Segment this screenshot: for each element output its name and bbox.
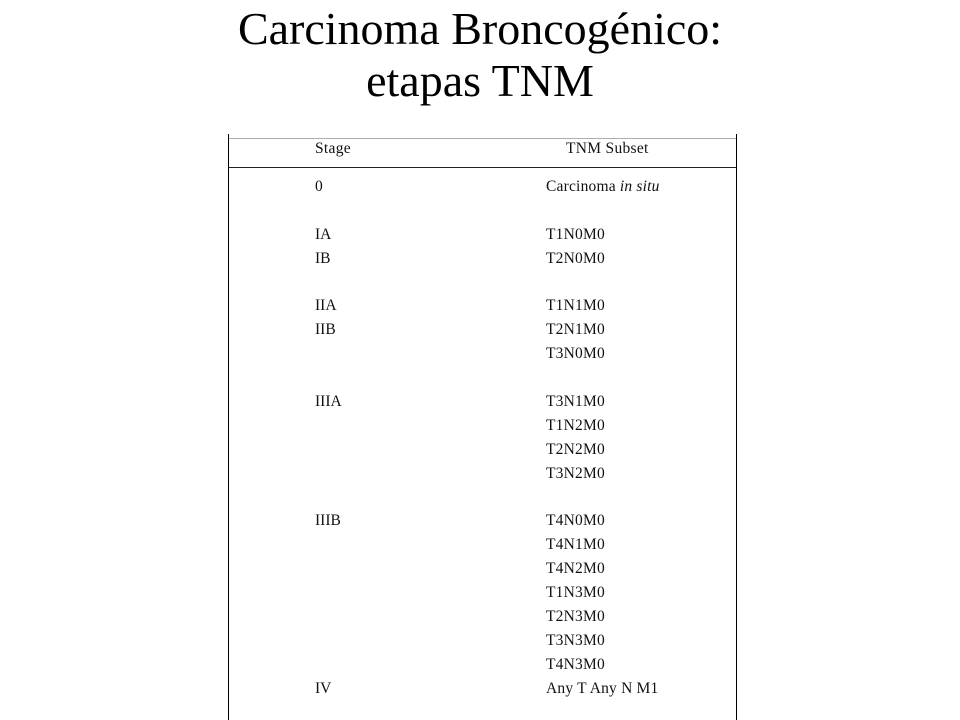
tnm-cell: [546, 630, 605, 652]
stage-cell: IV: [315, 680, 332, 697]
stage-cell: IA: [315, 226, 332, 243]
tnm-text: T3N2M0: [546, 465, 605, 482]
tnm-cell: [546, 678, 658, 700]
stage-cell: IIIB: [315, 512, 341, 529]
tnm-text: T2N2M0: [546, 441, 605, 458]
title-line-1: Carcinoma Broncogénico:: [237, 3, 723, 54]
tnm-text: T2N1M0: [546, 321, 605, 338]
tnm-cell: [546, 415, 605, 437]
header-tnm-subset: TNM Subset: [566, 140, 649, 157]
tnm-text: T3N0M0: [546, 345, 605, 362]
stage-cell: IIB: [315, 321, 336, 338]
tnm-cell: [546, 558, 605, 580]
table-row: [229, 534, 736, 556]
table-row: [229, 463, 736, 485]
tnm-text: T4N2M0: [546, 560, 605, 577]
tnm-text: Carcinoma: [546, 178, 616, 195]
table-row: [229, 510, 736, 532]
tnm-cell: [546, 248, 605, 270]
tnm-text: T4N0M0: [546, 512, 605, 529]
tnm-text: T2N3M0: [546, 608, 605, 625]
table-row: [229, 224, 736, 246]
stage-cell: IIA: [315, 297, 337, 314]
table-row: [229, 630, 736, 652]
table-row: [229, 439, 736, 461]
tnm-cell: [546, 606, 605, 628]
tnm-text: T4N3M0: [546, 656, 605, 673]
tnm-text: Any T Any N M1: [546, 680, 659, 697]
tnm-cell: [546, 439, 605, 461]
tnm-text: T2N0M0: [546, 250, 605, 267]
header-stage: Stage: [315, 140, 351, 157]
tnm-text: T1N0M0: [546, 226, 605, 243]
table-row: [229, 295, 736, 317]
tnm-cell: [546, 463, 605, 485]
tnm-cell: [546, 224, 605, 246]
tnm-cell: [546, 391, 605, 413]
tnm-cell: [546, 654, 605, 676]
table-row: [229, 391, 736, 413]
tnm-text: T1N2M0: [546, 417, 605, 434]
table-row: [229, 678, 736, 700]
table-row: [229, 582, 736, 604]
tnm-text: T3N1M0: [546, 393, 605, 410]
table-top-rule: [229, 138, 736, 139]
tnm-text: T1N3M0: [546, 584, 605, 601]
table-row: [229, 654, 736, 676]
stage-cell: 0: [315, 178, 323, 195]
table-row: [229, 319, 736, 341]
tnm-cell: [546, 510, 605, 532]
tnm-cell: [546, 343, 605, 365]
tnm-text: T1N1M0: [546, 297, 605, 314]
table-row: [229, 558, 736, 580]
table-row: [229, 415, 736, 437]
stage-cell: IB: [315, 250, 331, 267]
tnm-italic-text: in situ: [619, 178, 660, 195]
tnm-cell: [546, 582, 605, 604]
title-line-2: etapas TNM: [366, 55, 594, 106]
tnm-cell: [546, 534, 605, 556]
table-row: [229, 606, 736, 628]
slide-title: [0, 3, 960, 107]
tnm-cell: [546, 295, 605, 317]
stage-cell: IIIA: [315, 393, 342, 410]
tnm-staging-table: [228, 134, 737, 720]
table-row: [229, 343, 736, 365]
table-row: [229, 248, 736, 270]
tnm-cell: [546, 176, 660, 198]
header-divider: [229, 167, 736, 168]
table-row: [229, 176, 736, 198]
tnm-text: T3N3M0: [546, 632, 605, 649]
tnm-cell: [546, 319, 605, 341]
tnm-text: T4N1M0: [546, 536, 605, 553]
